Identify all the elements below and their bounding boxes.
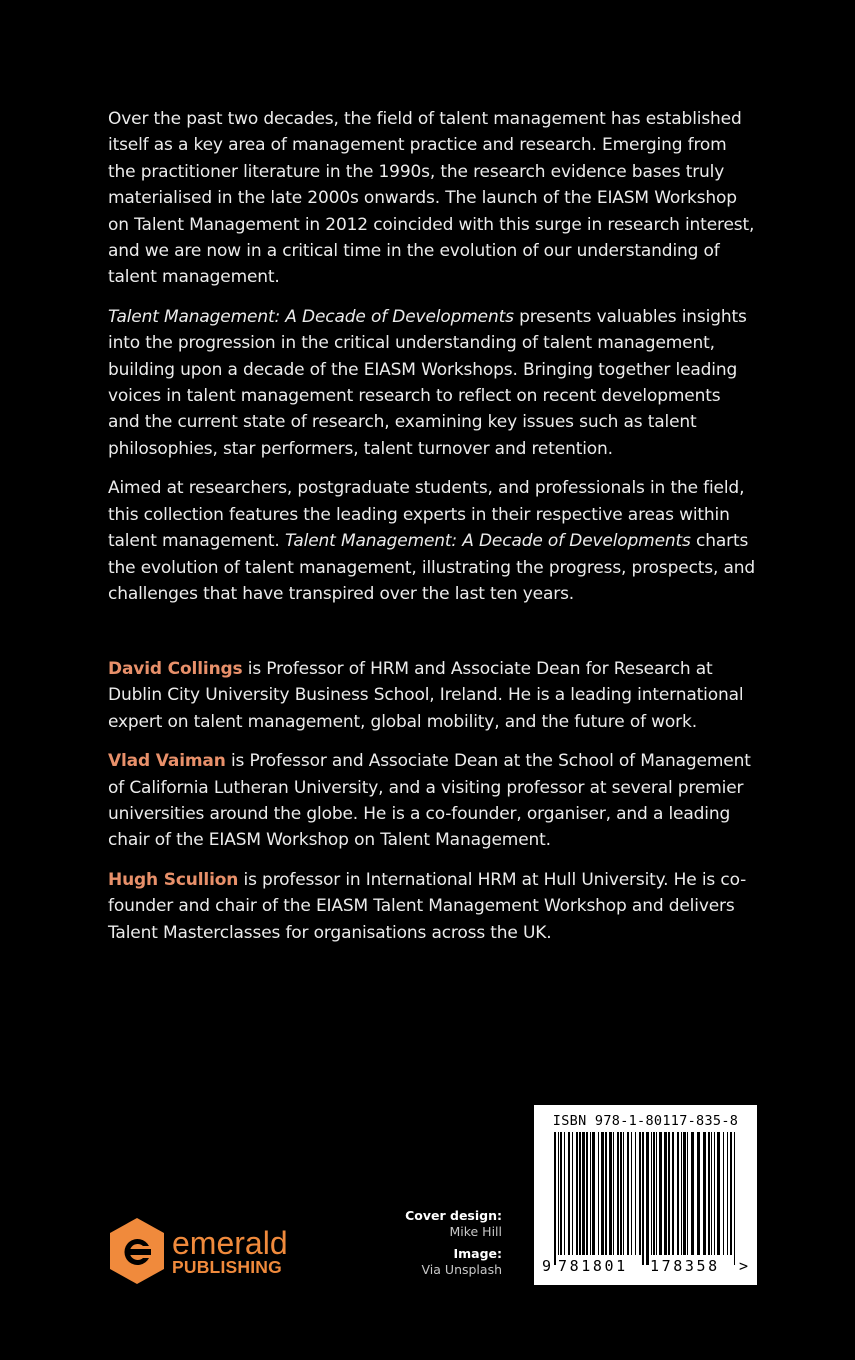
barcode-bar	[609, 1132, 612, 1255]
barcode-bar	[605, 1132, 607, 1255]
barcode-bar	[631, 1132, 632, 1255]
barcode-bar	[730, 1132, 732, 1255]
barcode-bar	[554, 1132, 556, 1265]
barcode-bar	[651, 1132, 652, 1255]
author-name: Vlad Vaiman	[108, 751, 226, 772]
image-label: Image:	[453, 1246, 502, 1261]
blurb-paragraph-3-end: charts the evolution of talent management, illustrating the progress, prospects, and challenges that have transpired over the last ten years.	[108, 531, 756, 604]
barcode-bar	[639, 1132, 641, 1255]
blurb-paragraph-2-text: presents valuables insights into the progression in the critical understanding of talent management, building upon a decade of the EIASM Workshops. Bringing together leading voices in talent management research to reflect on recent developments and the current state of research, examining key issues such as talent philosophies, star performers, talent turnover and retention.	[108, 306, 747, 459]
barcode-bar	[677, 1132, 679, 1255]
barcode-bar	[656, 1132, 657, 1255]
emerald-e-hexagon-icon	[108, 1216, 318, 1286]
credits	[360, 1208, 502, 1284]
barcode-bar	[560, 1132, 562, 1255]
barcode-quiet-mark: >	[739, 1257, 749, 1275]
barcode-bar	[572, 1132, 573, 1255]
blurb-paragraph-2	[108, 304, 756, 462]
author-bio	[108, 867, 756, 946]
barcode-bar	[582, 1132, 585, 1255]
barcode-bar	[620, 1132, 622, 1255]
barcode-bar	[586, 1132, 588, 1255]
publisher-logo	[108, 1216, 318, 1286]
barcode-bar	[659, 1132, 662, 1255]
isbn-barcode	[534, 1105, 757, 1285]
blurb-paragraph-1: Over the past two decades, the field of talent management has established itself as a key area of management practice and research. Emerging from the practitioner literature in the 1990s, the research evidence bases truly materialised in the late 2000s onwards. The launch of the EIASM Workshop on Talent Management in 2012 coincided with this surge in research interest, and we are now in a critical time in the evolution of our understanding of talent management.	[108, 109, 755, 288]
barcode-digit-lead: 9	[542, 1257, 552, 1275]
logo-word-emerald: emerald	[172, 1225, 288, 1261]
cover-design-value: Mike Hill	[449, 1224, 502, 1239]
barcode-bar	[642, 1132, 644, 1265]
barcode-bar	[564, 1132, 565, 1255]
cover-design-label: Cover design:	[405, 1208, 502, 1223]
barcode-bar	[627, 1132, 629, 1255]
barcode-bars	[534, 1105, 757, 1285]
barcode-bar	[691, 1132, 694, 1255]
barcode-bar	[613, 1132, 614, 1255]
author-name: David Collings	[108, 659, 243, 679]
barcode-bar	[635, 1132, 636, 1255]
barcode-bar	[646, 1132, 649, 1265]
barcode-bar	[734, 1132, 735, 1265]
author-bio	[108, 656, 756, 735]
book-title-italic: Talent Management: A Decade of Developments	[108, 306, 514, 327]
barcode-bar	[668, 1132, 670, 1255]
barcode-bar	[653, 1132, 655, 1255]
blurb-paragraph-3	[108, 475, 756, 607]
barcode-bar	[708, 1132, 710, 1255]
barcode-bar	[697, 1132, 700, 1255]
barcode-bar	[664, 1132, 667, 1255]
barcode-bar	[592, 1132, 595, 1255]
barcode-bar	[703, 1132, 706, 1255]
barcode-bar	[723, 1132, 724, 1255]
barcode-bar	[687, 1132, 688, 1255]
barcode-digits-right: 178358	[650, 1257, 720, 1275]
barcode-bar	[711, 1132, 712, 1255]
author-bio-text: is professor in International HRM at Hull University. He is co-founder and chair of the EIASM Talent Management Workshop and delivers Talent Masterclasses for organisations across the UK.	[108, 869, 747, 943]
barcode-bar	[601, 1132, 604, 1255]
blurb-paragraph-3-start: Aimed at researchers, postgraduate students, and professionals in the field, this collection features the leading experts in their respective areas within talent management.	[108, 478, 745, 552]
barcode-digits-left: 781801	[558, 1257, 628, 1275]
barcode-bar	[590, 1132, 591, 1255]
author-bios	[108, 656, 756, 959]
barcode-bar	[598, 1132, 599, 1255]
barcode-bar	[558, 1132, 559, 1255]
barcode-bar	[714, 1132, 715, 1255]
barcode-bar	[727, 1132, 728, 1255]
author-name: Hugh Scullion	[108, 869, 239, 890]
author-bio-text: is Professor and Associate Dean at the School of Management of California Lutheran University, and a visiting professor at several premier universities around the globe. He is a co-founder, organiser, and a leading chair of the EIASM Workshop on Talent Management.	[108, 751, 751, 851]
description-blurb	[108, 106, 756, 620]
isbn-label: ISBN 978-1-80117-835-8	[552, 1113, 739, 1129]
barcode-bar	[717, 1132, 720, 1255]
book-title-italic: Talent Management: A Decade of Developments	[284, 531, 691, 552]
author-bio-text: is Professor of HRM and Associate Dean for Research at Dublin City University Business School, Ireland. He is a leading international expert on talent management, global mobility, and the future of work.	[108, 659, 744, 732]
barcode-bar	[623, 1132, 624, 1255]
logo-word-publishing: PUBLISHING	[172, 1257, 282, 1277]
barcode-bar	[568, 1132, 570, 1255]
barcode-bar	[617, 1132, 619, 1255]
barcode-bar	[683, 1132, 686, 1255]
barcode-bar	[576, 1132, 578, 1255]
barcode-bar	[681, 1132, 682, 1255]
barcode-bar	[579, 1132, 581, 1255]
author-bio	[108, 748, 756, 854]
image-value: Via Unsplash	[421, 1262, 502, 1277]
barcode-bar	[672, 1132, 674, 1255]
